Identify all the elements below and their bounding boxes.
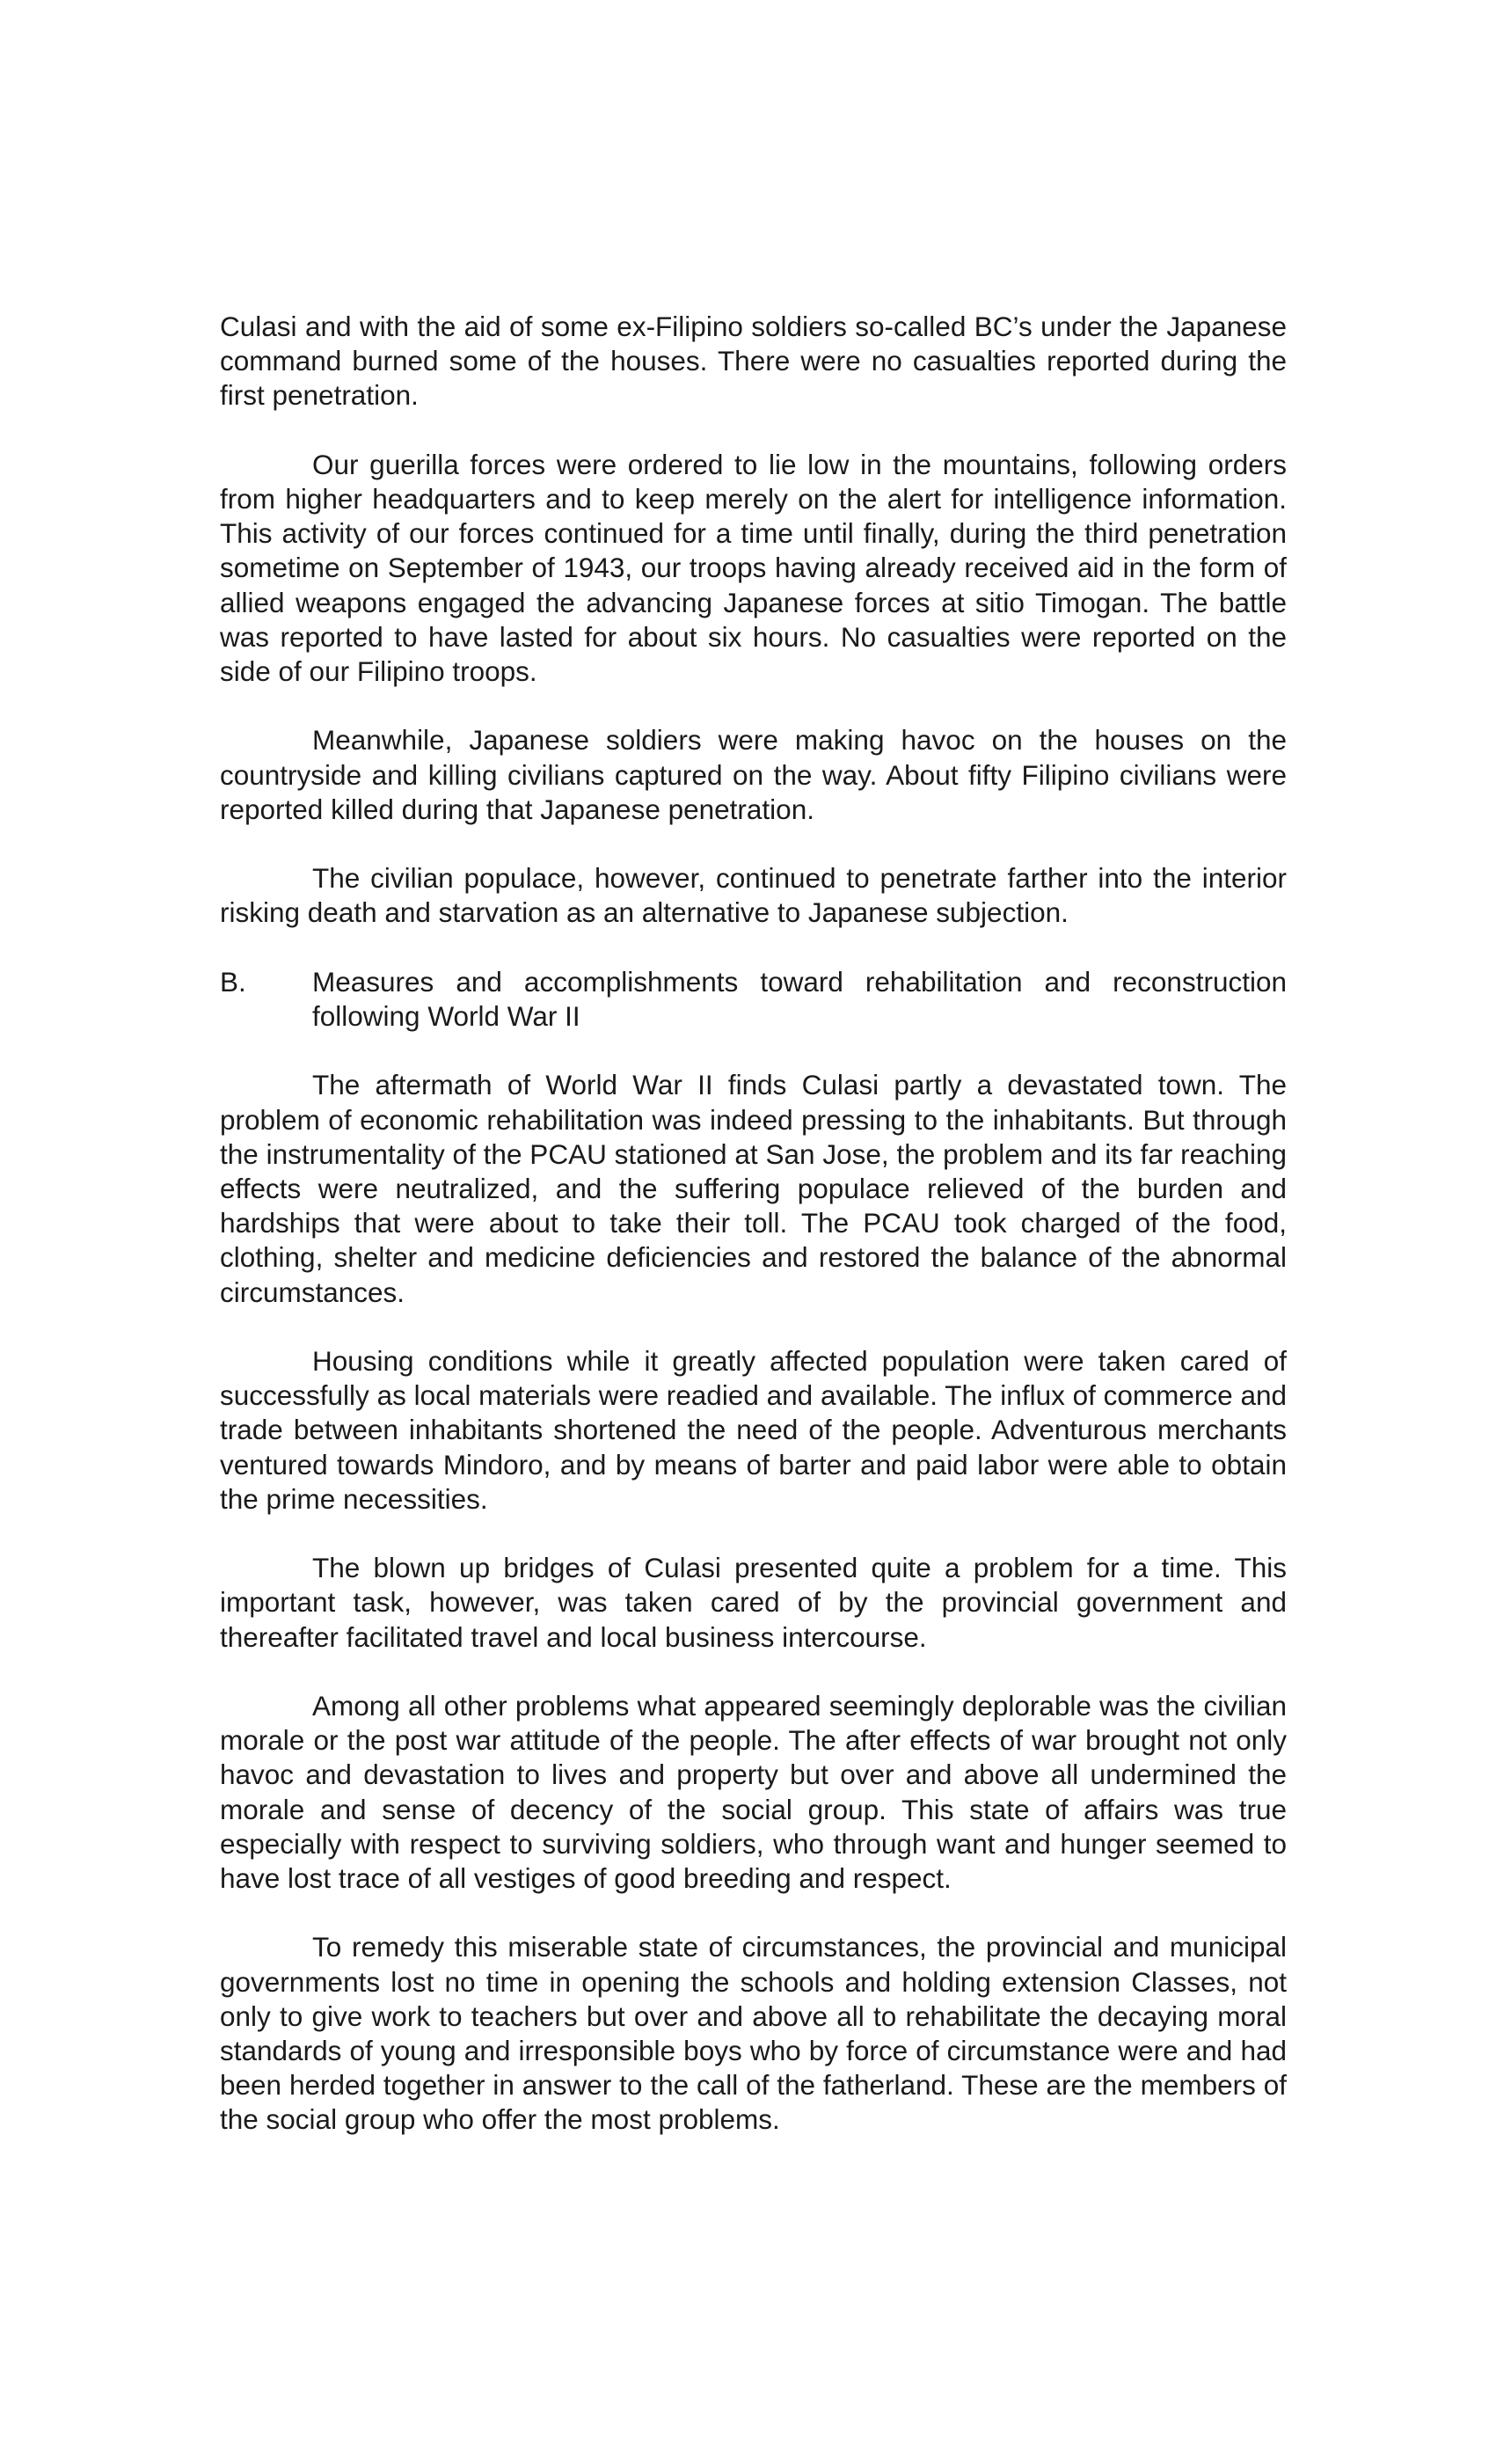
section-title: Measures and accomplishments toward rehabilitation and reconstruction following World War II xyxy=(312,965,1287,1032)
paragraph-5: The aftermath of World War II finds Culasi partly a devastated town. The problem of economic rehabilitation was indeed pressing to the inhabitants. But through the instrumentality of the PCAU stationed at San Jose, the problem and its far reaching effects were neutralized, and the suffering populace relieved of the burden and hardships that were about to take their toll. The PCAU took charged of the food, clothing, shelter and medicine deficiencies and restored the balance of the abnormal circumstances. xyxy=(220,1069,1287,1308)
paragraph-9: To remedy this miserable state of circumstances, the provincial and municipal governments lost no time in opening the schools and holding extension Classes, not only to give work to teachers but over and above all to rehabilitate the decaying moral standards of young and irresponsible boys who by force of circumstance were and had been herded together in answer to the call of the fatherland. These are the members of the social group who offer the most problems. xyxy=(220,1931,1287,2136)
paragraph-7: The blown up bridges of Culasi presented quite a problem for a time. This important task, however, was taken cared of by the provincial government and thereafter facilitated travel and local business intercourse. xyxy=(220,1552,1287,1653)
paragraph-1: Culasi and with the aid of some ex-Filipino soldiers so-called BC’s under the Japanese command burned some of the houses. There were no casualties reported during the first penetration. xyxy=(220,311,1287,412)
paragraph-8: Among all other problems what appeared seemingly deplorable was the civilian morale or the post war attitude of the people. The after effects of war brought not only havoc and devastation to lives and property but over and above all undermined the morale and sense of decency of the social group. This state of affairs was true especially with respect to surviving soldiers, who through want and hunger seemed to have lost trace of all vestiges of good breeding and respect. xyxy=(220,1690,1287,1895)
paragraph-6: Housing conditions while it greatly affected population were taken cared of successfully as local materials were readied and available. The influx of commerce and trade between inhabitants shortened the need of the people. Adventurous merchants ventured towards Mindoro, and by means of barter and paid labor were able to obtain the prime necessities. xyxy=(220,1345,1287,1515)
document-page xyxy=(220,310,1287,2172)
section-letter: B. xyxy=(220,965,246,998)
paragraph-2: Our guerilla forces were ordered to lie low in the mountains, following orders from higher headquarters and to keep merely on the alert for intelligence information. This activity of our forces continued for a time until finally, during the third penetration sometime on September of 1943, our troops having already received aid in the form of allied weapons engaged the advancing Japanese forces at sitio Timogan. The battle was reported to have lasted for about six hours. No casualties were reported on the side of our Filipino troops. xyxy=(220,448,1287,688)
paragraph-4: The civilian populace, however, continued to penetrate farther into the interior risking death and starvation as an alternative to Japanese subjection. xyxy=(220,862,1287,929)
paragraph-3: Meanwhile, Japanese soldiers were making havoc on the houses on the countryside and killing civilians captured on the way. About fifty Filipino civilians were reported killed during that Japanese penetration. xyxy=(220,724,1287,825)
section-heading xyxy=(220,965,1287,1034)
